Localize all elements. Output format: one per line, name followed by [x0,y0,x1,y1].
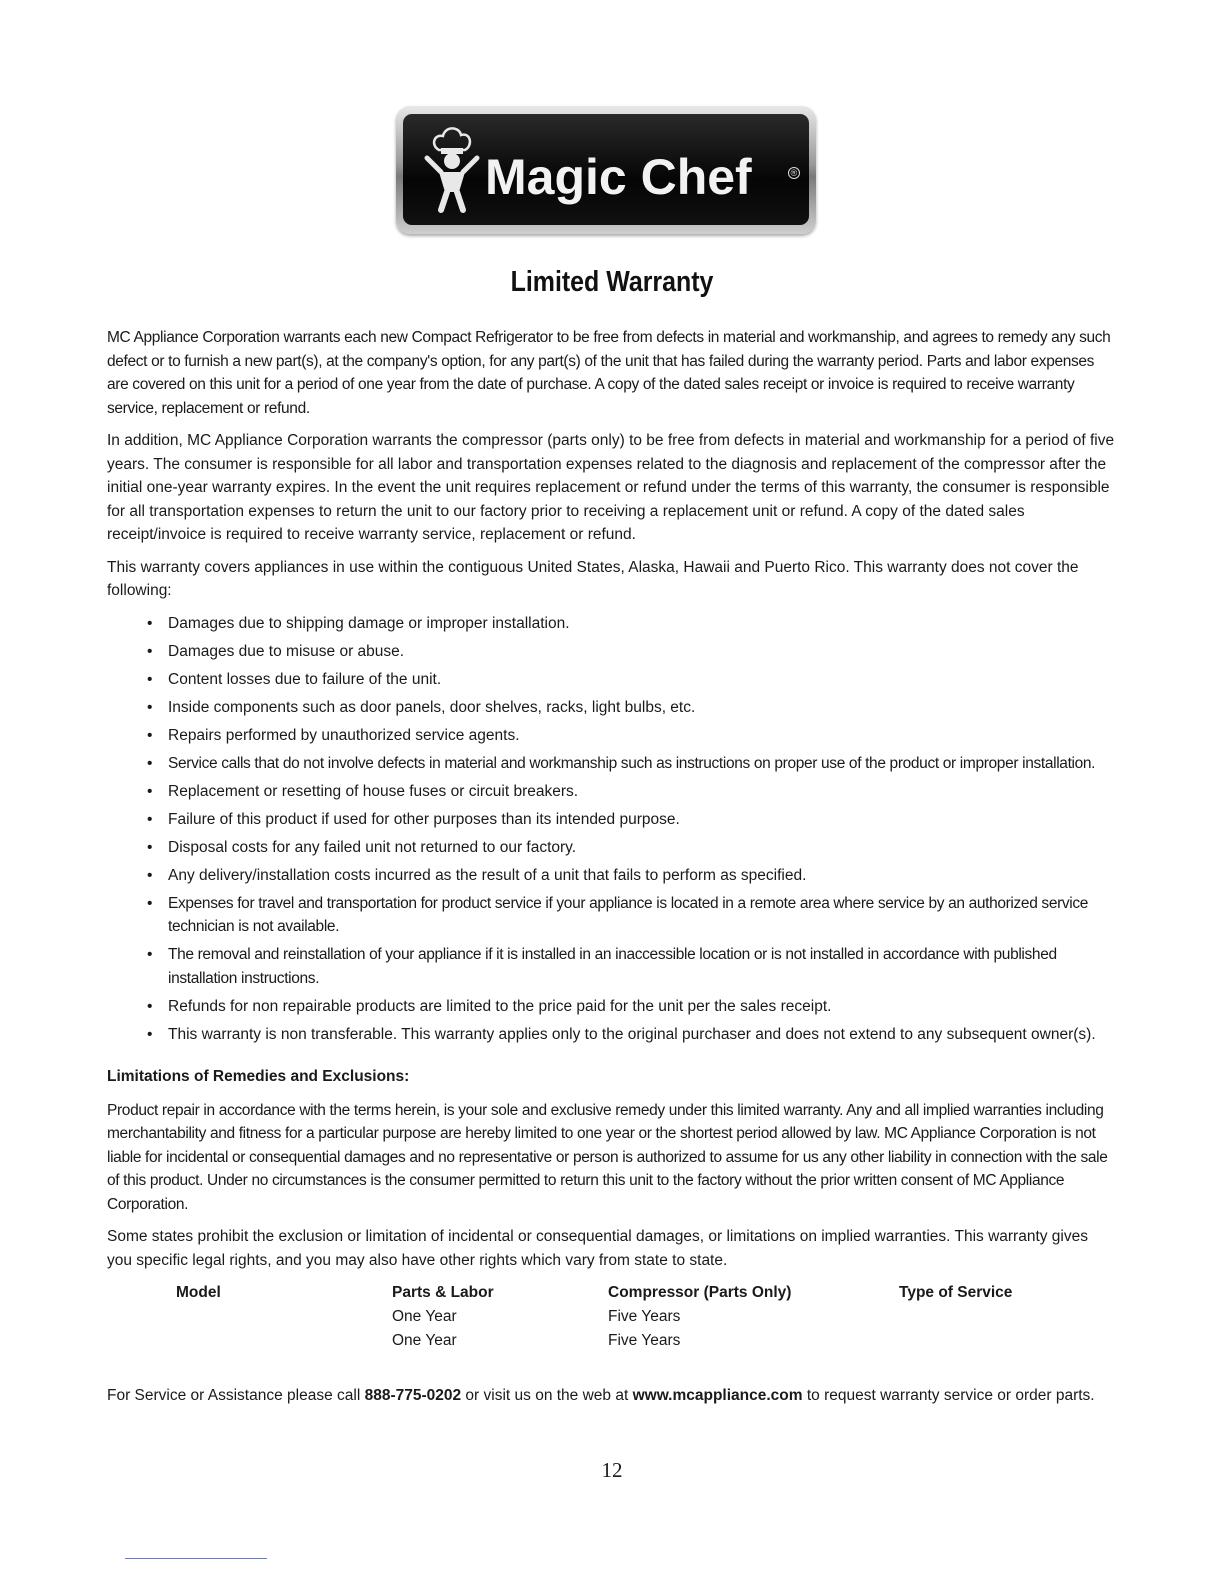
list-item: • Content losses due to failure of the unit. [107,668,1117,692]
table-column-model [176,1281,221,1353]
warranty-body [107,326,1117,1353]
list-item: • Expenses for travel and transportation for product service if your appliance is located in a remote area where service by an authorized service technician is not available. [107,892,1117,939]
page-title: Limited Warranty [510,266,714,298]
table-header: Parts & Labor [392,1284,494,1301]
list-item: • Repairs performed by unauthorized service agents. [107,724,1117,748]
table-cell [899,1305,1012,1329]
coverage-paragraph: This warranty covers appliances in use within the contiguous United States, Alaska, Hawaii and Puerto Rico. This warranty does not cover the following: [107,558,1079,599]
service-website-link[interactable]: www.mcappliance.com [632,1387,803,1404]
warranty-table [107,1281,1117,1353]
service-text-prefix: For Service or Assistance please call [107,1387,365,1404]
chef-mascot-icon [421,120,483,218]
list-item: • Service calls that do not involve defects in material and workmanship such as instructions on proper use of the product or improper installation. [107,752,1117,776]
list-item: • The removal and reinstallation of your appliance if it is installed in an inaccessible location or is not installed in accordance with published installation instructions. [107,943,1117,990]
list-item: • Refunds for non repairable products are limited to the price paid for the unit per the sales receipt. [107,995,1117,1019]
service-phone-number: 888-775-0202 [364,1387,462,1404]
table-column-parts-labor [392,1281,494,1353]
table-cell: One Year [392,1332,457,1349]
limitations-heading: Limitations of Remedies and Exclusions: [107,1068,410,1085]
registered-mark: ® [788,167,800,179]
table-cell [899,1329,1012,1353]
list-item: • Damages due to misuse or abuse. [107,640,1117,664]
table-header: Type of Service [899,1284,1013,1301]
table-header: Compressor (Parts Only) [608,1284,792,1301]
list-item: • Any delivery/installation costs incurred as the result of a unit that fails to perform as specified. [107,864,1117,888]
service-contact-line [107,1384,1117,1407]
table-header: Model [176,1284,221,1301]
list-item: • Failure of this product if used for other purposes than its intended purpose. [107,808,1117,832]
limitations-paragraph-2: Some states prohibit the exclusion or limitation of incidental or consequential damages, or limitations on implied warranties. This warranty gives you specific legal rights, and you may also have other rights which vary from state to state. [107,1228,1088,1269]
service-text-suffix: to request warranty service or order parts. [802,1387,1095,1404]
list-item: • Replacement or resetting of house fuses or circuit breakers. [107,780,1117,804]
footer-divider [125,1558,267,1559]
warranty-paragraph-1: MC Appliance Corporation warrants each new Compact Refrigerator to be free from defects in material and workmanship, and agrees to remedy any such defect or to furnish a new part(s), at the company's option, for any part(s) of the unit that has failed during the warranty period. Parts and labor expenses are covered on this unit for a period of one year from the date of purchase. A copy of the dated sales receipt or invoice is required to receive warranty service, replacement or refund. [107,329,1111,417]
limitations-paragraph-1: Product repair in accordance with the terms herein, is your sole and exclusive remedy under this limited warranty. Any and all implied warranties including merchantability and fitness for a particular purpose are hereby limited to one year or the shortest period allowed by law. MC Appliance Corporation is not liable for incidental or consequential damages and no representative or person is authorized to assume for us any other liability in connection with the sale of this product. Under no circumstances is the consumer permitted to return this unit to the factory without the prior written consent of MC Appliance Corporation. [107,1101,1108,1213]
list-item: • Damages due to shipping damage or improper installation. [107,612,1117,636]
list-item: • Disposal costs for any failed unit not returned to our factory. [107,836,1117,860]
table-column-service-type [899,1281,1012,1353]
list-item: • Inside components such as door panels, door shelves, racks, light bulbs, etc. [107,696,1117,720]
table-column-compressor [608,1281,791,1353]
list-item: • This warranty is non transferable. This warranty applies only to the original purchaser and does not extend to any subsequent owner(s). [107,1023,1117,1047]
logo-brand-text: Magic Chef [485,149,752,205]
table-cell: One Year [392,1308,457,1325]
magic-chef-logo [396,106,816,234]
table-cell: Five Years [608,1332,681,1349]
table-cell [176,1305,221,1329]
table-cell: Five Years [608,1308,681,1325]
logo-plate [403,114,809,225]
page-number: 12 [601,1458,623,1482]
service-text-middle: or visit us on the web at [461,1387,633,1404]
exclusions-list [107,612,1117,1047]
table-cell [176,1329,221,1353]
warranty-paragraph-2: In addition, MC Appliance Corporation warrants the compressor (parts only) to be free from defects in material and workmanship for a period of five years. The consumer is responsible for all labor and transportation expenses related to the diagnosis and replacement of the compressor after the initial one-year warranty expires. In the event the unit requires replacement or refund under the terms of this warranty, the consumer is responsible for all transportation expenses to return the unit to our factory prior to receiving a replacement unit or refund. A copy of the dated sales receipt/invoice is required to receive warranty service, replacement or refund. [107,432,1115,543]
